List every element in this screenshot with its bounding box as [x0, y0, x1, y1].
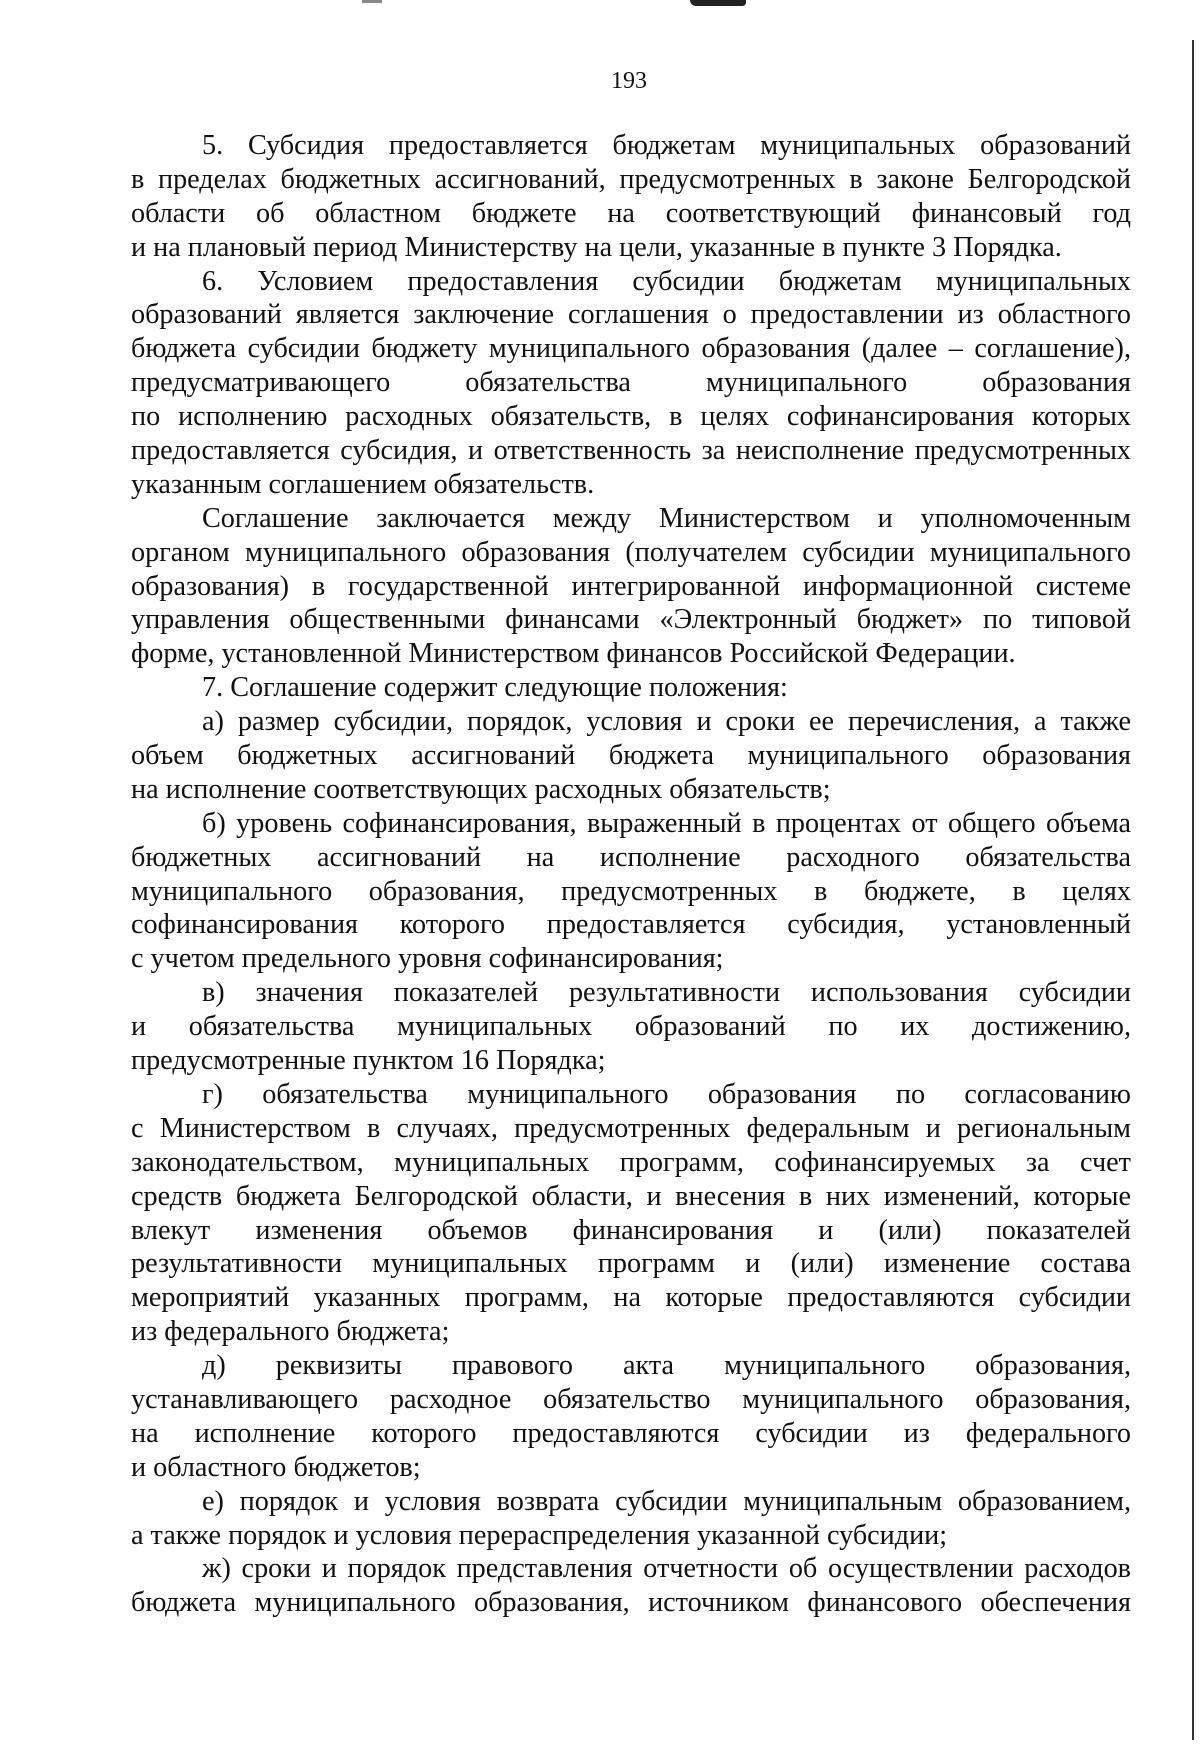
text-line: и на плановый период Министерству на цели, указанные в пункте 3 Порядка. — [131, 231, 1062, 263]
text-line: указанным соглашением обязательств. — [131, 468, 595, 500]
text-line: управления общественными финансами «Электронный бюджет» по типовой — [131, 604, 1131, 636]
text-line: органом муниципального образования (получателем субсидии муниципального — [131, 536, 1131, 568]
text-line: в) значения показателей результативности использования субсидии — [202, 977, 1131, 1009]
page-number: 193 — [611, 68, 647, 94]
text-line: и обязательства муниципальных образований по их достижению, — [131, 1011, 1131, 1043]
scan-artifact — [690, 0, 746, 6]
text-line: на исполнение которого предоставляются субсидии из федерального — [131, 1417, 1131, 1449]
text-line: области об областном бюджете на соответствующий финансовый год — [131, 197, 1131, 229]
text-line: софинансирования которого предоставляется субсидия, установленный — [131, 909, 1131, 941]
text-line: по исполнению расходных обязательств, в целях софинансирования которых — [131, 401, 1131, 433]
text-line: объем бюджетных ассигнований бюджета муниципального образования — [131, 740, 1131, 772]
page-edge-line — [1192, 40, 1194, 1740]
text-line: законодательством, муниципальных программ, софинансируемых за счет — [131, 1146, 1131, 1178]
scan-artifact — [362, 0, 382, 3]
text-line: 7. Соглашение содержит следующие положения: — [202, 672, 788, 704]
text-line: Соглашение заключается между Министерством и уполномоченным — [202, 502, 1131, 534]
text-line: из федерального бюджета; — [131, 1316, 450, 1348]
text-line: е) порядок и условия возврата субсидии муниципальным образованием, — [202, 1485, 1131, 1517]
text-line: с Министерством в случаях, предусмотренных федеральным и региональным — [131, 1112, 1131, 1144]
text-line: мероприятий указанных программ, на которые предоставляются субсидии — [131, 1282, 1131, 1314]
text-line: бюджета субсидии бюджету муниципального образования (далее – соглашение), — [131, 333, 1131, 365]
text-line: влекут изменения объемов финансирования и (или) показателей — [131, 1214, 1131, 1246]
text-line: форме, установленной Министерством финансов Российской Федерации. — [131, 638, 1016, 670]
text-line: муниципального образования, предусмотренных в бюджете, в целях — [131, 875, 1131, 907]
text-line: предусматривающего обязательства муниципального образования — [131, 367, 1131, 399]
text-line: и областного бюджетов; — [131, 1451, 421, 1483]
document-body — [131, 129, 1131, 1620]
text-line: устанавливающего расходное обязательство муниципального образования, — [131, 1383, 1131, 1415]
text-line: 6. Условием предоставления субсидии бюджетам муниципальных — [202, 265, 1131, 297]
text-line: в пределах бюджетных ассигнований, предусмотренных в законе Белгородской — [131, 163, 1131, 195]
text-line: бюджетных ассигнований на исполнение расходного обязательства — [131, 841, 1131, 873]
text-line: бюджета муниципального образования, источником финансового обеспечения — [131, 1587, 1131, 1619]
text-line: ж) сроки и порядок представления отчетности об осуществлении расходов — [202, 1553, 1131, 1585]
text-line: на исполнение соответствующих расходных обязательств; — [131, 773, 831, 805]
text-line: б) уровень софинансирования, выраженный в процентах от общего объема — [202, 807, 1131, 839]
text-line: а) размер субсидии, порядок, условия и сроки ее перечисления, а также — [202, 706, 1131, 738]
text-line: предусмотренные пунктом 16 Порядка; — [131, 1045, 606, 1077]
text-line: г) обязательства муниципального образования по согласованию — [202, 1078, 1131, 1110]
text-line: средств бюджета Белгородской области, и внесения в них изменений, которые — [131, 1180, 1131, 1212]
text-line: образований является заключение соглашения о предоставлении из областного — [131, 299, 1131, 331]
text-line: образования) в государственной интегрированной информационной системе — [131, 570, 1131, 602]
text-line: а также порядок и условия перераспределения указанной субсидии; — [131, 1519, 948, 1551]
text-line: результативности муниципальных программ и (или) изменение состава — [131, 1248, 1131, 1280]
text-line: с учетом предельного уровня софинансирования; — [131, 943, 724, 975]
text-line: предоставляется субсидия, и ответственность за неисполнение предусмотренных — [131, 435, 1131, 467]
text-line: д) реквизиты правового акта муниципального образования, — [202, 1350, 1131, 1382]
text-line: 5. Субсидия предоставляется бюджетам муниципальных образований — [202, 130, 1131, 161]
